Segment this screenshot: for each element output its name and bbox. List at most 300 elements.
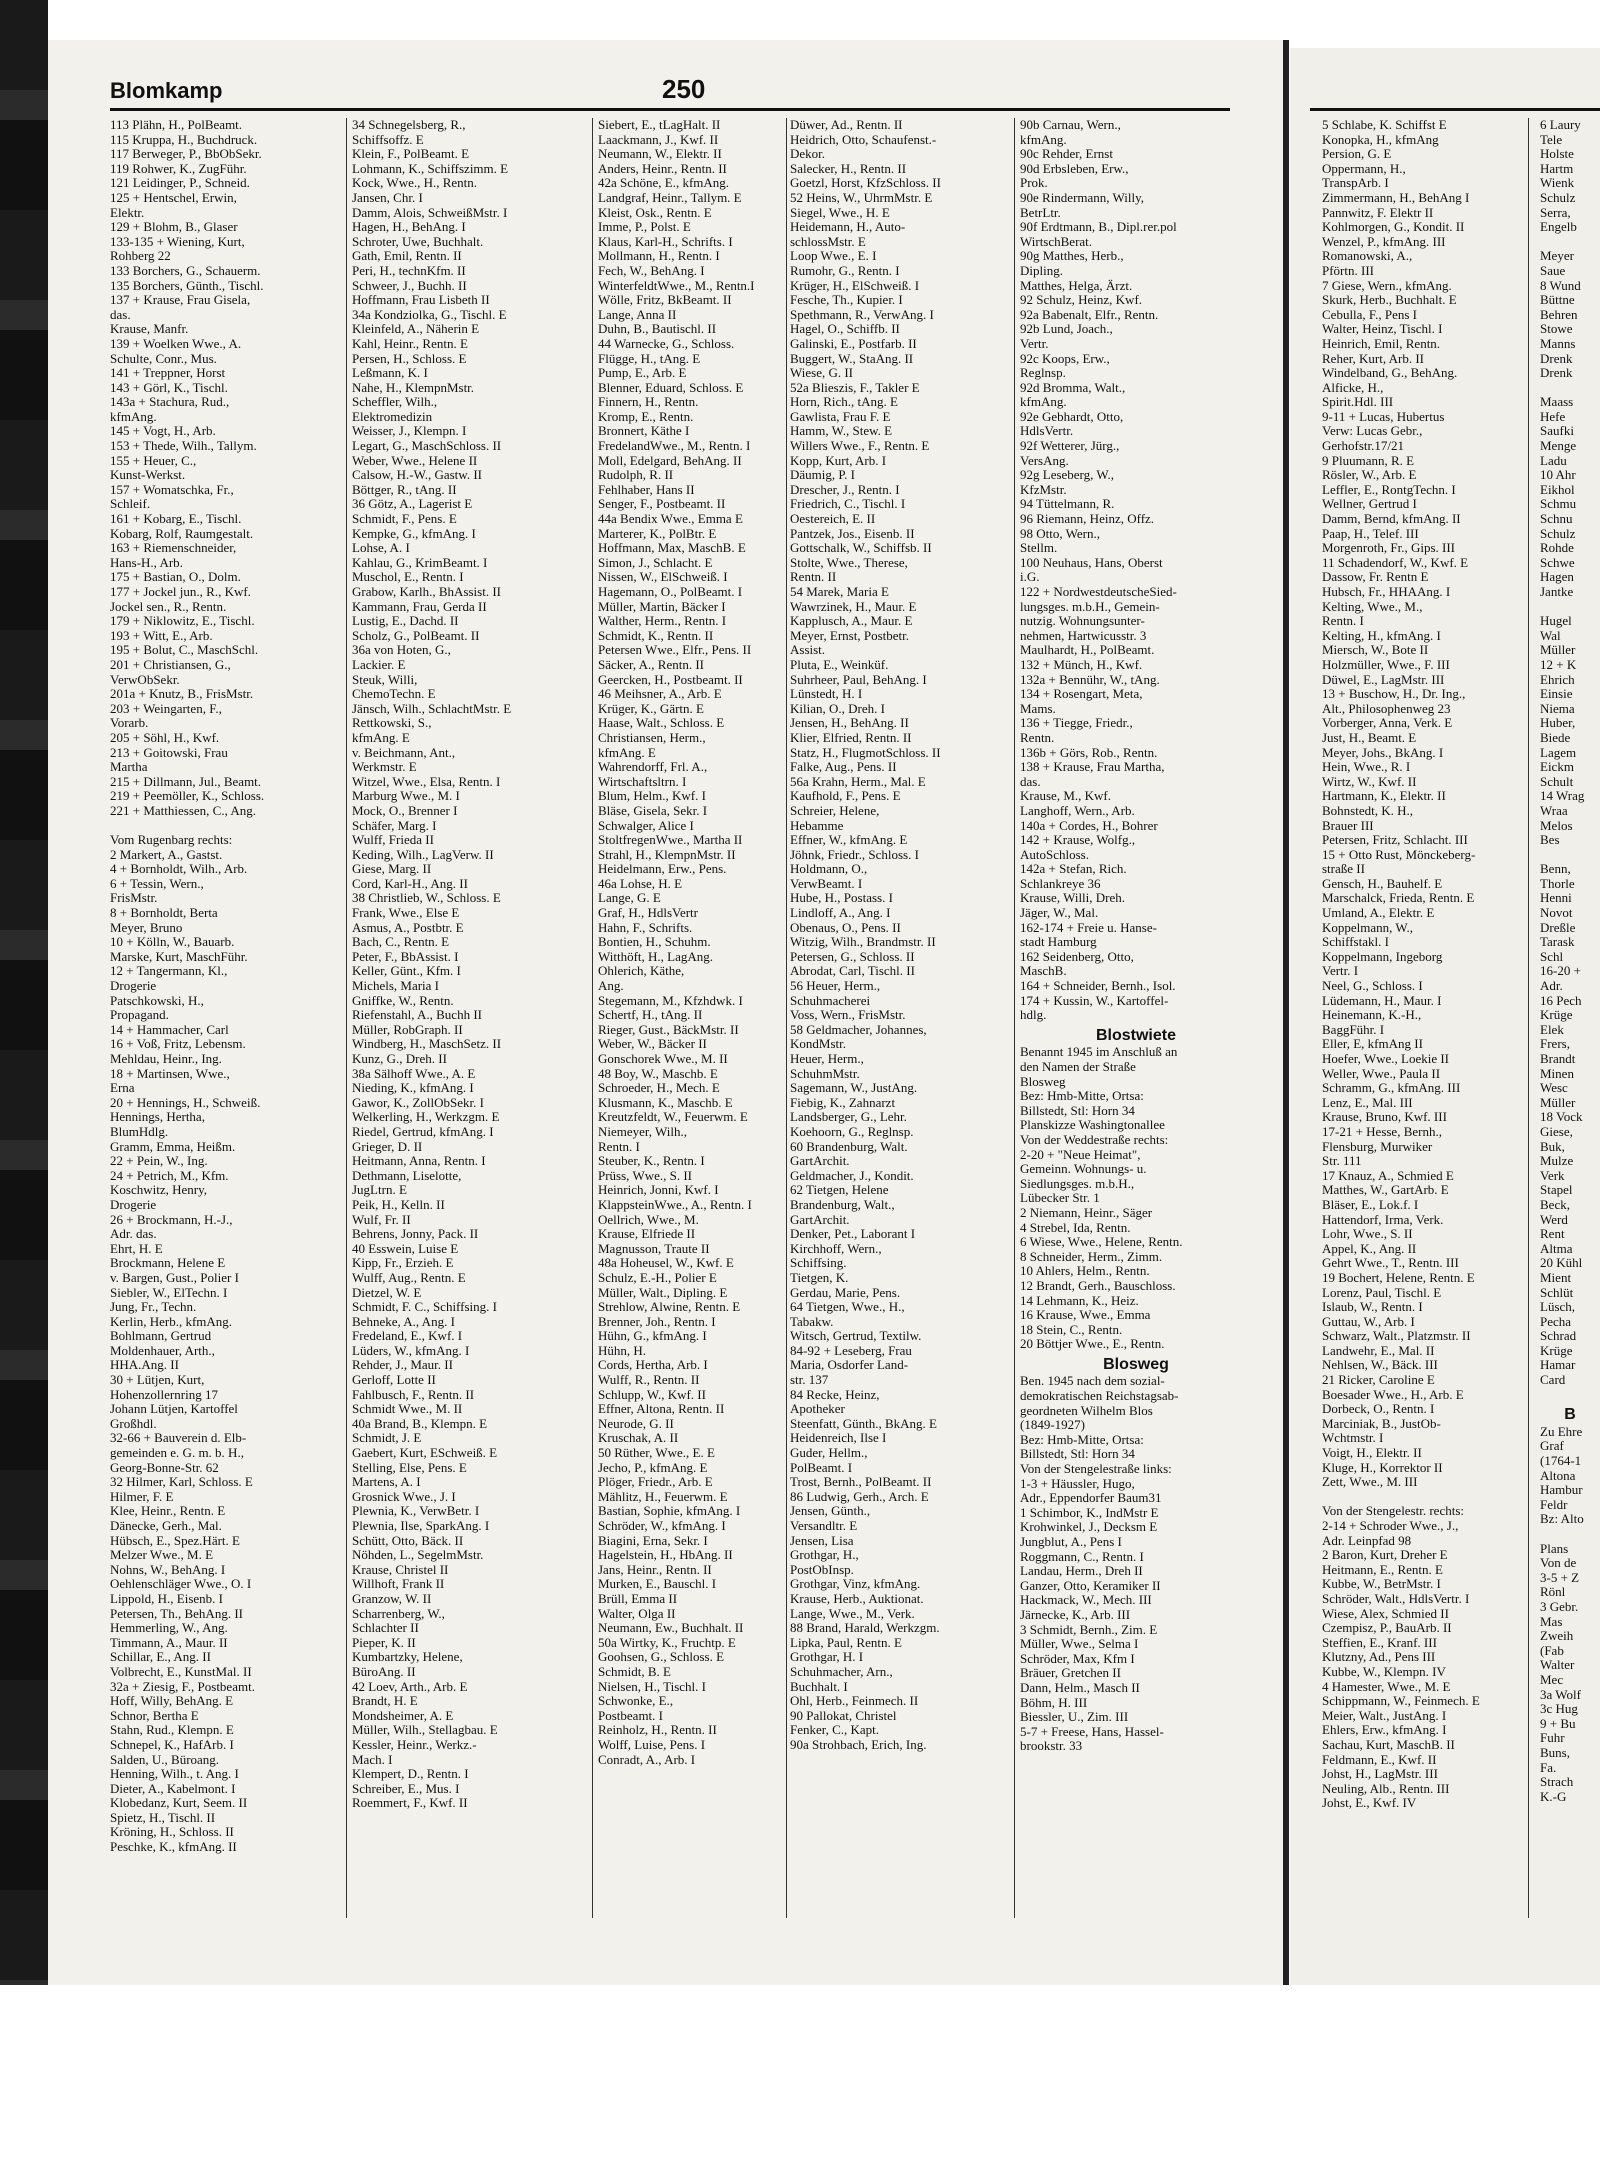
directory-entry: Mock, O., Brenner I (352, 803, 458, 818)
directory-entry: Gawlista, Frau F. E (790, 409, 891, 424)
directory-entry: Dassow, Fr. Rentn E (1322, 570, 1429, 585)
directory-entry: Fuhr (1540, 1731, 1565, 1746)
column-2 (352, 118, 584, 1918)
directory-entry: das. (1020, 774, 1041, 789)
directory-entry: Wahrendorff, Frl. A., (598, 760, 708, 775)
directory-entry: Kelting, H., kfmAng. I (1322, 628, 1441, 643)
directory-entry: Gath, Emil, Rentn. II (352, 249, 462, 264)
directory-entry: Schertf, H., tAng. II (598, 1008, 703, 1023)
directory-entry: kfmAng. (110, 409, 157, 424)
directory-entry: Wal (1540, 628, 1561, 643)
directory-entry: v. Beichmann, Ant., (352, 745, 456, 760)
directory-entry: Umland, A., Elektr. E (1322, 906, 1435, 921)
directory-entry: 18 Vock (1540, 1110, 1583, 1125)
directory-entry: kfmAng. (1020, 132, 1067, 147)
directory-entry: Kerlin, Herb., kfmAng. (110, 1314, 233, 1329)
directory-entry: 44 Warnecke, G., Schloss. (598, 336, 735, 351)
directory-entry: Adr. Leinpfad 98 (1322, 1533, 1412, 1548)
directory-entry: Witsch, Gertrud, Textilw. (790, 1329, 922, 1344)
directory-entry: 4 Hamester, Wwe., M. E (1322, 1679, 1451, 1694)
directory-entry: Drogerie (110, 979, 157, 994)
directory-entry: Stahn, Rud., Klempn. E (110, 1723, 234, 1738)
directory-entry: Rentn. (1020, 730, 1055, 745)
directory-entry: 3 Gebr. (1540, 1599, 1579, 1614)
directory-entry: Walter, Heinz, Tischl. I (1322, 322, 1443, 337)
directory-entry: Böttger, R., tAng. II (352, 482, 457, 497)
directory-entry: Rieger, Gust., BäckMstr. II (598, 1022, 739, 1037)
directory-entry: Wolff, Luise, Pens. I (598, 1737, 706, 1752)
directory-entry: Stelling, Else, Pens. E (352, 1460, 467, 1475)
directory-entry: Rösler, W., Arb. E (1322, 468, 1417, 483)
directory-entry: Ehrt, H. E (110, 1241, 163, 1256)
directory-entry: Lohmann, K., Schiffszimm. E (352, 161, 509, 176)
directory-entry: Gonschorek Wwe., M. II (598, 1052, 728, 1066)
directory-entry: Peri, H., technKfm. II (352, 263, 466, 278)
directory-entry: 30 + Lütjen, Kurt, (110, 1373, 205, 1388)
directory-entry: Buns, (1540, 1745, 1570, 1760)
directory-entry: Kubbe, W., BetrMstr. I (1322, 1577, 1441, 1592)
directory-entry: Engelb (1540, 220, 1577, 235)
directory-entry: Rumohr, G., Rentn. I (790, 263, 900, 278)
directory-entry: Lange, Anna II (598, 307, 677, 322)
directory-entry: 10 + Kölln, W., Bauarb. (110, 935, 235, 950)
directory-entry: 203 + Weingarten, F., (110, 701, 222, 716)
directory-entry: 20 Kühl (1540, 1256, 1583, 1271)
directory-entry: Steuk, Willi, (352, 672, 418, 687)
directory-entry: 88 Brand, Harald, Werkzgm. (790, 1621, 940, 1636)
directory-entry: 15 + Otto Rust, Mönckeberg- (1322, 847, 1476, 862)
directory-entry: Schmidt Wwe., M. II (352, 1402, 463, 1417)
directory-entry: 18 + Martinsen, Wwe., (110, 1066, 230, 1081)
directory-entry: TranspArb. I (1322, 176, 1389, 191)
directory-entry: Neurode, G. II (598, 1416, 674, 1431)
directory-entry: Jensen, H., BehAng. II (790, 716, 909, 731)
directory-entry: Martens, A. I (352, 1475, 421, 1490)
directory-entry: Kobarg, Rolf, Raumgestalt. (110, 526, 254, 541)
directory-entry: Matthes, W., GartArb. E (1322, 1183, 1449, 1198)
directory-entry: Strahl, H., KlempnMstr. II (598, 847, 736, 862)
directory-entry: 4 + Bornholdt, Wilh., Arb. (110, 862, 248, 877)
directory-entry: WinterfeldtWwe., M., Rentn.I (598, 278, 755, 293)
directory-entry: 42 Loev, Arth., Arb. E (352, 1679, 468, 1694)
directory-entry: 2 Niemann, Heinr., Säger (1020, 1205, 1153, 1220)
directory-entry: Schwe (1540, 555, 1575, 570)
directory-entry: PolBeamt. I (790, 1460, 853, 1475)
directory-entry: 94 Tüttelmann, R. (1020, 497, 1115, 512)
directory-entry: Steffien, E., Kranf. III (1322, 1635, 1437, 1650)
directory-entry: Stegemann, M., Kfzhdwk. I (598, 993, 743, 1008)
directory-entry: Klee, Heinr., Rentn. E (110, 1504, 226, 1519)
directory-entry: Weisser, J., Klempn. I (352, 424, 467, 439)
directory-entry: Schnor, Bertha E (110, 1708, 199, 1723)
directory-entry: Kock, Wwe., H., Rentn. (352, 176, 478, 191)
directory-entry: hdlg. (1020, 1008, 1047, 1023)
directory-entry: ChemoTechn. E (352, 687, 436, 702)
directory-entry: Neumann, W., Elektr. II (598, 147, 722, 162)
directory-entry: JugLtrn. E (352, 1183, 407, 1198)
directory-entry: Hamm, W., Stew. E (790, 424, 893, 439)
directory-entry: Kröning, H., Schloss. II (110, 1825, 234, 1840)
directory-entry: 193 + Witt, E., Arb. (110, 628, 213, 643)
column-5 (1020, 118, 1252, 1918)
directory-entry: Biede (1540, 730, 1571, 745)
directory-entry: 132 + Münch, H., Kwf. (1020, 657, 1143, 672)
directory-entry: 48 Boy, W., Maschb. E (598, 1066, 718, 1081)
directory-entry: Bräuer, Gretchen II (1020, 1666, 1121, 1681)
directory-entry: 16 Pech (1540, 993, 1582, 1008)
directory-entry: Petersen Wwe., Elfr., Pens. II (598, 643, 752, 658)
directory-entry: Dänecke, Gerh., Mal. (110, 1519, 222, 1533)
directory-entry: Fahlbusch, F., Rentn. II (352, 1387, 475, 1402)
directory-entry: 129 + Blohm, B., Glaser (110, 220, 238, 235)
directory-entry: Klutzny, Ad., Pens III (1322, 1650, 1436, 1665)
directory-entry: den Namen der Straße (1020, 1060, 1136, 1074)
directory-entry: Rentn. I (598, 1139, 640, 1154)
directory-entry: Salecker, H., Rentn. II (790, 161, 907, 176)
directory-entry: Lagem (1540, 745, 1577, 760)
directory-entry: Hühn, G., kfmAng. I (598, 1329, 707, 1344)
directory-entry: Hagelstein, H., HbAng. II (598, 1548, 733, 1563)
directory-entry: K.-G (1540, 1789, 1567, 1804)
directory-entry: Eikhol (1540, 482, 1575, 497)
directory-entry: Henning, Wilh., t. Ang. I (110, 1767, 239, 1782)
directory-entry: Mehldau, Heinr., Ing. (110, 1052, 222, 1066)
directory-entry: 12 + Tangermann, Kl., (110, 964, 228, 979)
directory-entry: Elektr. (110, 205, 145, 220)
directory-entry: 21 Ricker, Caroline E (1322, 1373, 1435, 1388)
directory-entry: Schmidt, F., Pens. E (352, 512, 457, 527)
directory-entry: 2-20 + "Neue Heimat", (1020, 1147, 1141, 1162)
directory-entry: BetrLtr. (1020, 205, 1061, 220)
directory-entry: 19 Bochert, Helene, Rentn. E (1322, 1270, 1475, 1285)
column-1 (110, 118, 342, 1918)
directory-entry: Schulz, E.-H., Polier E (598, 1270, 717, 1285)
directory-entry: 205 + Söhl, H., Kwf. (110, 730, 220, 745)
directory-entry: Hackmack, W., Mech. III (1020, 1593, 1152, 1608)
directory-entry: 54 Marek, Maria E (790, 585, 889, 599)
directory-entry: Neel, G., Schloss. I (1322, 979, 1423, 994)
directory-entry: gemeinden e. G. m. b. H., (110, 1446, 244, 1461)
directory-entry: 50 Rüther, Wwe., E. E (598, 1446, 715, 1461)
directory-entry: 46 Meihsner, A., Arb. E (598, 687, 722, 702)
directory-entry: Hilmer, F. E (110, 1489, 174, 1504)
directory-entry: Riedel, Gertrud, kfmAng. I (352, 1124, 494, 1139)
directory-entry: 174 + Kussin, W., Kartoffel- (1020, 993, 1169, 1008)
directory-entry: Dreßle (1540, 920, 1576, 935)
directory-entry: Adr. (1540, 979, 1563, 994)
directory-entry: Wulff, R., Rentn. II (598, 1373, 700, 1388)
directory-entry: Einsie (1540, 687, 1573, 702)
directory-entry: Jansen, Chr. I (352, 190, 423, 205)
directory-entry: Witzel, Wwe., Elsa, Rentn. I (352, 774, 501, 789)
directory-entry: Moll, Edelgard, BehAng. II (598, 453, 742, 468)
directory-entry: Kumbartzky, Helene, (352, 1650, 463, 1665)
directory-entry: Hoffmann, Max, MaschB. E (598, 541, 746, 556)
directory-entry: 26 + Brockmann, H.-J., (110, 1212, 233, 1227)
directory-entry: Reher, Kurt, Arb. II (1322, 351, 1425, 366)
directory-entry: Flügge, H., tAng. E (598, 351, 701, 366)
directory-entry: Müller, RobGraph. II (352, 1022, 463, 1037)
directory-entry: Fenker, C., Kapt. (790, 1723, 880, 1738)
directory-entry: Calsow, H.-W., Gastw. II (352, 468, 482, 483)
directory-entry: Vorberger, Anna, Verk. E (1322, 716, 1453, 731)
directory-entry: Granzow, W. II (352, 1591, 432, 1606)
directory-entry: Heidenreich, Ilse I (790, 1431, 887, 1446)
directory-entry: Adr. das. (110, 1227, 157, 1242)
directory-entry: Welkerling, H., Werkzgm. E (352, 1110, 500, 1125)
directory-entry: Simon, J., Schlacht. E (598, 555, 713, 570)
directory-entry: Rentn. II (790, 570, 837, 585)
directory-entry: Murken, E., Bauschl. I (598, 1577, 717, 1592)
directory-entry: Landgraf, Heinr., Tallym. E (598, 190, 742, 205)
directory-entry: Altona (1540, 1468, 1576, 1483)
directory-entry: Henni (1540, 891, 1572, 906)
directory-entry: Flensburg, Murwiker (1322, 1139, 1433, 1154)
directory-entry: Hagen (1540, 570, 1574, 585)
directory-entry: 221 + Matthiessen, C., Ang. (110, 803, 256, 818)
directory-entry: Bach, C., Rentn. E (352, 935, 450, 950)
directory-entry: Kreutzfeldt, W., Feuerwm. E (598, 1110, 748, 1125)
directory-entry: Czempisz, P., BauArb. II (1322, 1621, 1452, 1636)
directory-entry: Guder, Hellm., (790, 1446, 868, 1461)
directory-entry: KfzMstr. (1020, 482, 1067, 497)
directory-entry: 90c Rehder, Ernst (1020, 147, 1113, 162)
directory-entry: Martha (110, 760, 148, 775)
directory-entry: Schiffsoffz. E (352, 132, 424, 147)
directory-entry: 90f Erdtmann, B., Dipl.rer.pol (1020, 220, 1177, 235)
directory-entry: stadt Hamburg (1020, 935, 1097, 950)
directory-entry: Grieger, D. II (352, 1139, 423, 1154)
directory-entry: 16 + Voß, Fritz, Lebensm. (110, 1037, 246, 1052)
directory-entry: Wirtz, W., Kwf. II (1322, 774, 1417, 789)
directory-entry: Ohlerich, Käthe, (598, 964, 685, 979)
directory-entry: Guttau, W., Arb. I (1322, 1314, 1415, 1329)
directory-entry: Brandenburg, Walt., (790, 1197, 895, 1212)
directory-entry: Nahe, H., KlempnMstr. (352, 380, 475, 395)
directory-entry: 117 Berweger, P., BbObSekr. (110, 147, 262, 162)
directory-entry: Lackier. E (352, 657, 406, 672)
directory-entry: Büttne (1540, 293, 1575, 308)
directory-entry: Stowe (1540, 322, 1573, 337)
directory-entry: Konopka, H., kfmAng (1322, 132, 1439, 147)
directory-entry: Minen (1540, 1066, 1574, 1081)
directory-entry: Holdmann, O., (790, 862, 868, 877)
directory-entry: 115 Kruppa, H., Buchdruck. (110, 132, 258, 147)
directory-entry: 4 Strebel, Ida, Rentn. (1020, 1220, 1131, 1235)
directory-entry: Heuer, Herm., (790, 1052, 864, 1066)
page-margin (0, 1985, 1600, 2177)
directory-entry: Keller, Günt., Kfm. I (352, 964, 461, 979)
directory-entry: Keding, Wilh., LagVerw. II (352, 847, 494, 862)
directory-entry: nutzig. Wohnungsunter- (1020, 614, 1145, 629)
directory-entry: Rohberg 22 (110, 249, 171, 264)
directory-entry: Menge (1540, 439, 1577, 454)
directory-entry: kfmAng. (1020, 395, 1067, 410)
directory-entry: Wenzel, P., kfmAng. III (1322, 234, 1446, 249)
directory-entry: Müller, Wwe., Selma I (1020, 1637, 1139, 1652)
directory-entry: Jungblut, A., Pens I (1020, 1535, 1122, 1549)
directory-entry: 219 + Peemöller, K., Schloss. (110, 789, 265, 804)
directory-entry: 137 + Krause, Frau Gisela, (110, 293, 251, 308)
directory-entry: Mams. (1020, 701, 1056, 716)
directory-entry: Krüge (1540, 1008, 1573, 1023)
directory-entry: Ganzer, Otto, Keramiker II (1020, 1578, 1161, 1593)
directory-entry: Bohnstedt, K. H., (1322, 803, 1413, 818)
directory-entry: v. Bargen, Gust., Polier I (110, 1270, 239, 1285)
directory-entry: 32a + Ziesig, F., Postbeamt. (110, 1679, 255, 1694)
directory-entry: Hohenzollernring 17 (110, 1387, 218, 1402)
directory-entry: Wulf, Fr. II (352, 1212, 411, 1227)
directory-entry: Müller (1540, 1095, 1576, 1110)
directory-entry: Strach (1540, 1775, 1574, 1790)
directory-entry: Jantke (1540, 585, 1574, 599)
directory-entry: 140a + Cordes, H., Bohrer (1020, 818, 1158, 833)
directory-entry: Maulhardt, H., PolBeamt. (1020, 643, 1155, 658)
directory-entry: Krüger, K., Gärtn. E (598, 701, 704, 716)
directory-entry: Giese, Marg. II (352, 862, 432, 877)
street-heading: B (1564, 1406, 1576, 1424)
directory-entry: Galinski, E., Postfarb. II (790, 336, 917, 351)
directory-entry: Klier, Elfried, Rentn. II (790, 730, 912, 745)
directory-entry: Bohlmann, Gertrud (110, 1329, 212, 1344)
directory-entry: Tarask (1540, 935, 1575, 950)
directory-entry: Schmu (1540, 497, 1577, 512)
directory-entry: 9-11 + Lucas, Hubertus (1322, 409, 1445, 424)
directory-entry: Voigt, H., Elektr. II (1322, 1446, 1422, 1461)
directory-entry: Mählitz, H., Feuerwm. E (598, 1489, 728, 1504)
directory-entry: Schlankreye 36 (1020, 876, 1101, 891)
directory-entry: Kipp, Fr., Erzieh. E (352, 1256, 454, 1271)
directory-entry: 215 + Dillmann, Jul., Beamt. (110, 774, 262, 789)
directory-entry: Kunz, G., Dreh. II (352, 1052, 447, 1066)
directory-entry: 6 Wiese, Wwe., Helene, Rentn. (1020, 1235, 1183, 1250)
directory-entry: Lübecker Str. 1 (1020, 1191, 1100, 1206)
directory-entry: Pförtn. III (1322, 263, 1374, 278)
directory-entry: Grothgar, Vinz, kfmAng. (790, 1577, 921, 1592)
directory-entry: 86 Ludwig, Gerh., Arch. E (790, 1489, 929, 1504)
directory-entry: 34a Kondziolka, G., Tischl. E (352, 307, 507, 322)
directory-entry: Heidrich, Otto, Schaufenst.- (790, 132, 937, 147)
directory-entry: Schmidt, F. C., Schiffsing. I (352, 1300, 497, 1315)
directory-entry: 10 Ahlers, Helm., Rentn. (1020, 1264, 1150, 1279)
directory-entry: 157 + Womatschka, Fr., (110, 482, 234, 497)
directory-entry: Fech, W., BehAng. I (598, 263, 705, 278)
directory-entry: Schl (1540, 949, 1564, 964)
directory-entry: Schuhmacherei (790, 993, 871, 1008)
directory-entry: 162-174 + Freie u. Hanse- (1020, 920, 1157, 935)
directory-entry: Ang. (598, 979, 624, 994)
directory-entry: Wchtmstr. I (1322, 1431, 1384, 1446)
directory-entry: GartArchit. (790, 1212, 850, 1227)
directory-entry: Kirchhoff, Wern., (790, 1241, 882, 1256)
directory-entry: Heitmann, Anna, Rentn. I (352, 1154, 486, 1169)
directory-entry: Von de (1540, 1556, 1577, 1571)
directory-entry: Nissen, W., ElSchweiß. I (598, 570, 728, 585)
directory-entry: geordneten Wilhelm Blos (1020, 1403, 1153, 1418)
directory-entry: Schmidt, K., Rentn. II (598, 628, 714, 643)
directory-entry: 56 Heuer, Herm., (790, 979, 881, 994)
directory-entry: Schult (1540, 774, 1574, 789)
directory-entry (1540, 848, 1600, 863)
directory-entry: Bz: Alto (1540, 1512, 1584, 1527)
directory-entry: Klobedanz, Kurt, Seem. II (110, 1796, 248, 1811)
directory-entry: Plöger, Friedr., Arb. E (598, 1475, 713, 1490)
directory-entry: straße II (1322, 862, 1365, 877)
street-heading: Blosweg (1103, 1355, 1169, 1373)
directory-entry: Petersen, Th., BehAng. II (110, 1606, 243, 1621)
directory-entry: Marburg Wwe., M. I (352, 789, 460, 804)
directory-entry: Brandt (1540, 1052, 1576, 1066)
directory-entry: demokratischen Reichstagsab- (1020, 1389, 1179, 1404)
directory-entry: Ehlers, Erw., kfmAng. I (1322, 1723, 1447, 1738)
directory-entry: Scholz, G., PolBeamt. II (352, 628, 480, 643)
directory-entry: Manns (1540, 336, 1576, 351)
directory-entry: 20 + Hennings, H., Schweiß. (110, 1095, 261, 1110)
directory-entry: 132a + Bennühr, W., tAng. (1020, 672, 1160, 687)
directory-entry: 22 + Pein, W., Ing. (110, 1154, 208, 1169)
directory-entry: Planskizze Washingtonallee (1020, 1118, 1165, 1133)
directory-entry: Hoefer, Wwe., Loekie II (1322, 1052, 1450, 1066)
directory-entry: 92g Leseberg, W., (1020, 468, 1114, 483)
directory-entry: Schütt, Otto, Bäck. II (352, 1533, 464, 1548)
directory-entry: Kaufhold, F., Pens. E (790, 789, 901, 804)
directory-entry: Beck, (1540, 1197, 1570, 1212)
directory-entry: Elek (1540, 1022, 1564, 1037)
directory-entry: Miersch, W., Bote II (1322, 643, 1429, 658)
directory-entry: KondMstr. (790, 1037, 846, 1052)
directory-entry: Schmidt, J. E (352, 1431, 422, 1446)
directory-entry: Schulz (1540, 526, 1576, 541)
directory-entry: Hoffmann, Frau Lisbeth II (352, 293, 490, 308)
directory-entry: Kunst-Werkst. (110, 468, 186, 483)
directory-entry: 5-7 + Freese, Hans, Hassel- (1020, 1724, 1164, 1739)
directory-entry: Schlupp, W., Kwf. II (598, 1387, 706, 1402)
directory-entry: Walter (1540, 1658, 1575, 1673)
directory-entry: Gerloff, Lotte II (352, 1373, 436, 1388)
directory-entry: Brauer III (1322, 818, 1374, 833)
directory-entry: Gniffke, W., Rentn. (352, 993, 454, 1008)
directory-entry: Geldmacher, J., Kondit. (790, 1168, 914, 1183)
directory-entry: Krause, Bruno, Kwf. III (1322, 1110, 1447, 1125)
directory-entry: Persen, H., Schloss. E (352, 351, 467, 366)
directory-entry: Hartmann, K., Elektr. II (1322, 789, 1446, 804)
directory-entry: Kohlmorgen, G., Kondit. II (1322, 220, 1465, 235)
directory-entry: Kahlau, G., KrimBeamt. I (352, 555, 488, 570)
directory-entry: 50a Wirtky, K., Fruchtp. E (598, 1635, 736, 1650)
directory-entry: Jans, Heinr., Rentn. II (598, 1562, 712, 1577)
directory-entry: Christiansen, Herm., (598, 730, 706, 745)
directory-entry: 136 + Tiegge, Friedr., (1020, 716, 1133, 731)
directory-entry: Kromp, E., Rentn. (598, 409, 694, 424)
directory-entry: Finnern, H., Rentn. (598, 395, 699, 410)
directory-entry: schlossMstr. E (790, 234, 866, 249)
directory-entry: Verw: Lucas Gebr., (1322, 424, 1423, 439)
directory-entry: Walther, Herm., Rentn. I (598, 614, 727, 629)
directory-entry: 14 Lehmann, K., Heiz. (1020, 1293, 1139, 1308)
directory-entry: Effner, Altona, Rentn. II (598, 1402, 725, 1417)
directory-entry: Müller (1540, 643, 1576, 658)
directory-entry: Neumann, Ew., Buchhalt. II (598, 1621, 744, 1636)
running-head: Blomkamp (110, 78, 223, 103)
directory-entry: Buggert, W., StaAng. II (790, 351, 914, 366)
directory-entry: Koschwitz, Henry, (110, 1183, 207, 1198)
directory-entry: Volbrecht, E., KunstMal. II (110, 1664, 252, 1679)
directory-entry: Gerhofstr.17/21 (1322, 439, 1404, 454)
directory-entry: Wölle, Fritz, BkBeamt. II (598, 293, 732, 308)
directory-entry: Schwarz, Walt., Platzmstr. II (1322, 1329, 1471, 1344)
directory-entry: 13 + Buschow, H., Dr. Ing., (1322, 687, 1466, 702)
directory-entry: Pluta, E., Weinküf. (790, 657, 889, 672)
